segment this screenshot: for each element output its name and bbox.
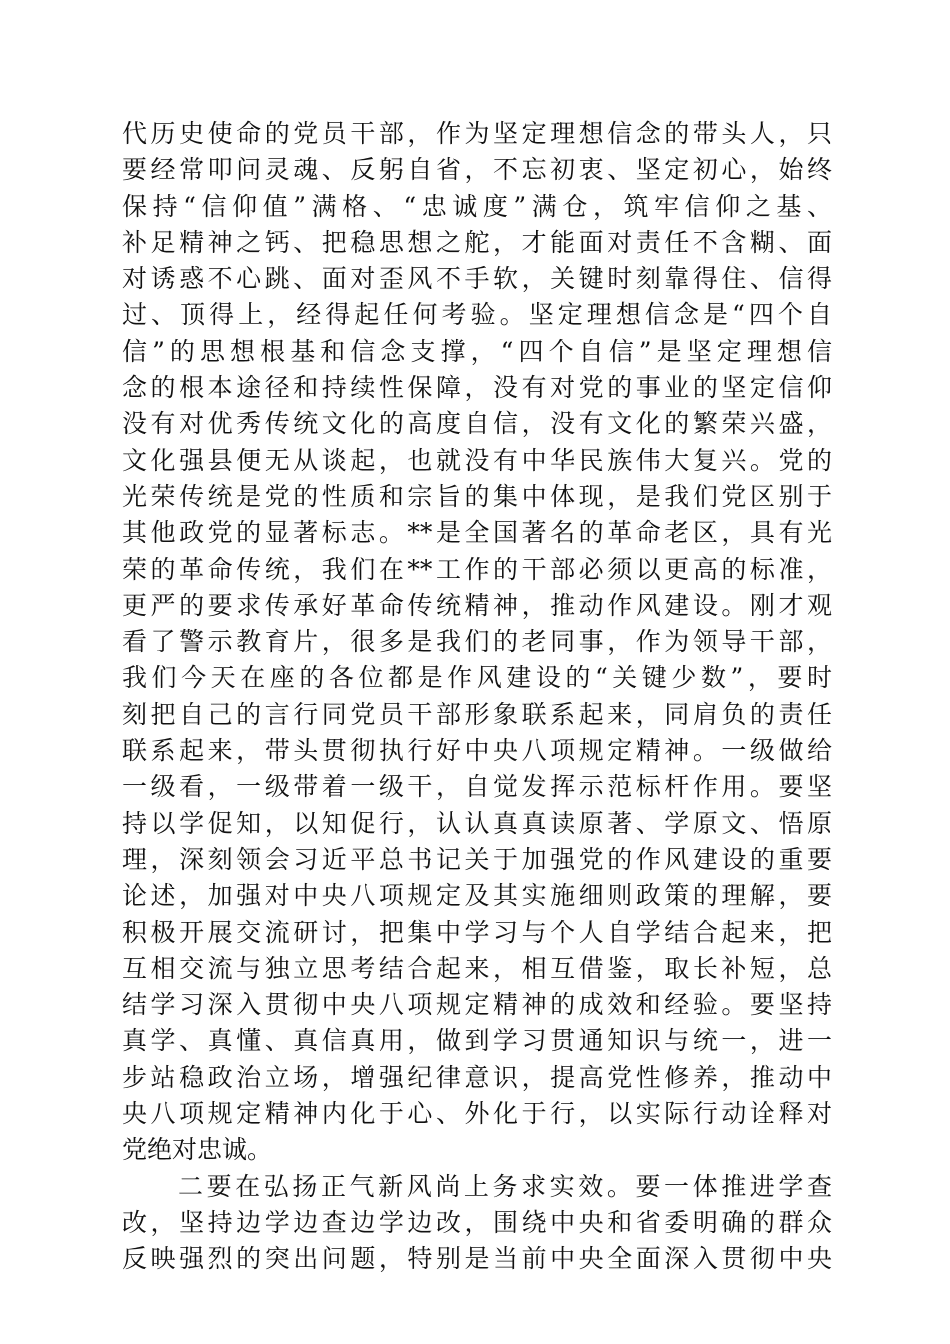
text-line: 真学、真懂、真信真用，做到学习贯通知识与统一，进一 <box>122 1026 832 1056</box>
text-line: 对诱惑不心跳、面对歪风不手软，关键时刻靠得住、信得 <box>122 264 832 294</box>
text-line: 一级看，一级带着一级干，自觉发挥示范标杆作用。要坚 <box>122 772 832 802</box>
text-line: 二要在弘扬正气新风尚上务求实效。要一体推进学查 <box>178 1171 832 1201</box>
text-line: 没有对优秀传统文化的高度自信，没有文化的繁荣兴盛， <box>122 409 832 439</box>
text-line: 互相交流与独立思考结合起来，相互借鉴，取长补短，总 <box>122 953 832 983</box>
text-line: 补足精神之钙、把稳思想之舵，才能面对责任不含糊、面 <box>122 227 832 257</box>
text-line: 持以学促知，以知促行，认认真真读原著、学原文、悟原 <box>122 808 832 838</box>
text-line: 保持“信仰值”满格、“忠诚度”满仓，筑牢信仰之基、 <box>122 191 832 221</box>
text-line: 信”的思想根基和信念支撑，“四个自信”是坚定理想信 <box>122 336 832 366</box>
text-line: 文化强县便无从谈起，也就没有中华民族伟大复兴。党的 <box>122 445 832 475</box>
paragraph <box>122 116 832 1169</box>
text-line: 理，深刻领会习近平总书记关于加强党的作风建设的重要 <box>122 844 832 874</box>
text-line: 代历史使命的党员干部，作为坚定理想信念的带头人，只 <box>122 119 832 148</box>
text-line: 积极开展交流研讨，把集中学习与个人自学结合起来，把 <box>122 917 832 947</box>
document-page <box>122 116 832 1278</box>
text-line: 光荣传统是党的性质和宗旨的集中体现，是我们党区别于 <box>122 481 832 511</box>
text-line: 念的根本途径和持续性保障，没有对党的事业的坚定信仰 <box>122 373 832 403</box>
text-line: 看了警示教育片，很多是我们的老同事，作为领导干部， <box>122 627 832 657</box>
paragraph <box>122 1169 832 1278</box>
text-line: 其他政党的显著标志。**是全国著名的革命老区，具有光 <box>122 518 832 548</box>
text-line: 荣的革命传统，我们在**工作的干部必须以更高的标准， <box>122 554 832 584</box>
text-line: 刻把自己的言行同党员干部形象联系起来，同肩负的责任 <box>122 699 832 729</box>
text-line: 过、顶得上，经得起任何考验。坚定理想信念是“四个自 <box>122 300 832 330</box>
text-line: 联系起来，带头贯彻执行好中央八项规定精神。一级做给 <box>122 736 832 766</box>
text-line: 央八项规定精神内化于心、外化于行，以实际行动诠释对 <box>122 1099 832 1129</box>
text-line: 结学习深入贯彻中央八项规定精神的成效和经验。要坚持 <box>122 990 832 1020</box>
text-line: 改，坚持边学边查边学边改，围绕中央和省委明确的群众 <box>122 1207 832 1237</box>
text-line: 要经常叩问灵魂、反躬自省，不忘初衷、坚定初心，始终 <box>122 155 832 185</box>
text-line: 党绝对忠诚。 <box>122 1135 273 1165</box>
text-line: 论述，加强对中央八项规定及其实施细则政策的理解，要 <box>122 881 832 911</box>
text-line: 反映强烈的突出问题，特别是当前中央全面深入贯彻中央 <box>122 1244 832 1274</box>
text-line: 更严的要求传承好革命传统精神，推动作风建设。刚才观 <box>122 590 832 620</box>
text-line: 我们今天在座的各位都是作风建设的“关键少数”，要时 <box>122 663 832 693</box>
text-line: 步站稳政治立场，增强纪律意识，提高党性修养，推动中 <box>122 1062 832 1092</box>
